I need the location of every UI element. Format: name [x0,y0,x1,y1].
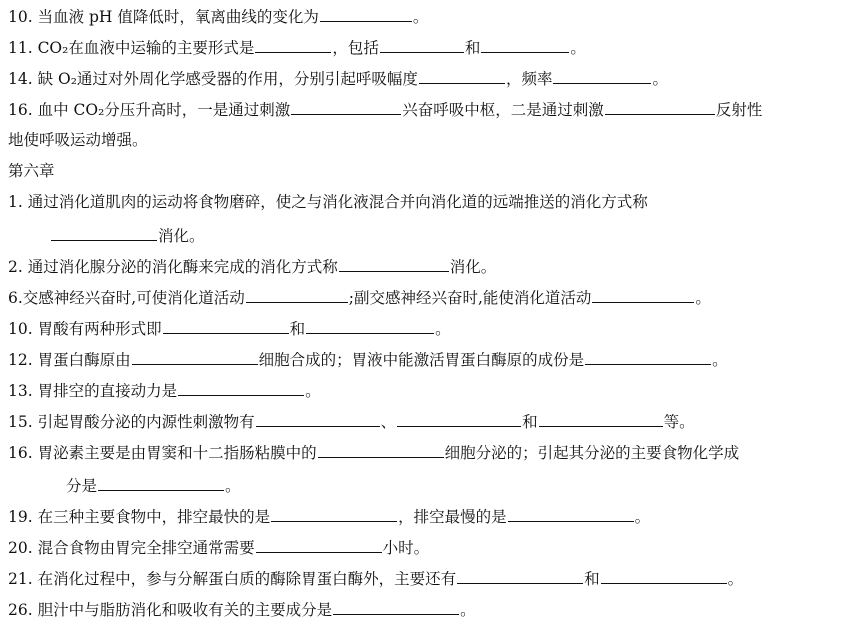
question-line: 10. 当血液 pH 值降低时，氧离曲线的变化为 。 [8,8,429,26]
question-line: 14. 缺 O₂通过对外周化学感受器的作用，分别引起呼吸幅度 ，频率 。 [8,70,668,88]
answer-blank[interactable] [178,380,304,396]
answer-blank[interactable] [306,318,434,334]
question-line: 16. 胃泌素主要是由胃窦和十二指肠粘膜中的 细胞分泌的；引起其分泌的主要食物化学成 [8,444,740,462]
question-line-continued: 地使呼吸运动增强。 [8,131,148,149]
answer-blank[interactable] [605,99,715,115]
question-line: 21. 在消化过程中，参与分解蛋白质的酶除胃蛋白酶外，主要还有 和 。 [8,570,744,588]
answer-blank[interactable] [246,287,348,303]
answer-blank[interactable] [256,411,380,427]
answer-blank[interactable] [397,411,521,427]
question-line: 10. 胃酸有两种形式即 和 。 [8,320,451,338]
question-line: 15. 引起胃酸分泌的内源性刺激物有 、 和 等。 [8,413,695,431]
question-line: 16. 血中 CO₂分压升高时，一是通过刺激 兴奋呼吸中枢，二是通过刺激 反射性 [8,101,763,119]
question-line: 12. 胃蛋白酶原由 细胞合成的；胃液中能激活胃蛋白酶原的成份是 。 [8,351,728,369]
question-line-continued: 消化。 [50,225,205,246]
question-line-continued: 分是 。 [66,477,241,495]
answer-blank[interactable] [539,411,663,427]
answer-blank[interactable] [481,37,569,53]
chapter-heading: 第六章 [8,162,55,180]
answer-blank[interactable] [256,537,382,553]
question-line: 26. 胆汁中与脂肪消化和吸收有关的主要成分是 。 [8,601,476,619]
answer-blank[interactable] [457,568,583,584]
answer-blank[interactable] [163,318,289,334]
answer-blank[interactable] [132,349,258,365]
question-line: 11. CO₂在血液中运输的主要形式是 ，包括 和 。 [8,39,586,57]
question-line: 6.交感神经兴奋时,可使消化道活动 ;副交感神经兴奋时,能使消化道活动 。 [8,289,711,307]
answer-blank[interactable] [380,37,464,53]
question-line: 1. 通过消化道肌肉的运动将食物磨碎，使之与消化液混合并向消化道的远端推送的消化方式称 [8,193,648,211]
answer-blank[interactable] [98,475,224,491]
answer-blank[interactable] [51,225,157,241]
answer-blank[interactable] [291,99,401,115]
answer-blank[interactable] [601,568,727,584]
answer-blank[interactable] [255,37,331,53]
question-line: 2. 通过消化腺分泌的消化酶来完成的消化方式称 消化。 [8,258,497,276]
answer-blank[interactable] [339,256,449,272]
answer-blank[interactable] [419,68,505,84]
answer-blank[interactable] [553,68,651,84]
answer-blank[interactable] [333,599,459,615]
answer-blank[interactable] [318,442,444,458]
answer-blank[interactable] [585,349,711,365]
question-line: 20. 混合食物由胃完全排空通常需要 小时。 [8,539,430,557]
answer-blank[interactable] [271,506,397,522]
answer-blank[interactable] [508,506,634,522]
answer-blank[interactable] [592,287,694,303]
answer-blank[interactable] [320,6,412,22]
question-line: 13. 胃排空的直接动力是 。 [8,382,321,400]
question-line: 19. 在三种主要食物中，排空最快的是 ，排空最慢的是 。 [8,508,651,526]
